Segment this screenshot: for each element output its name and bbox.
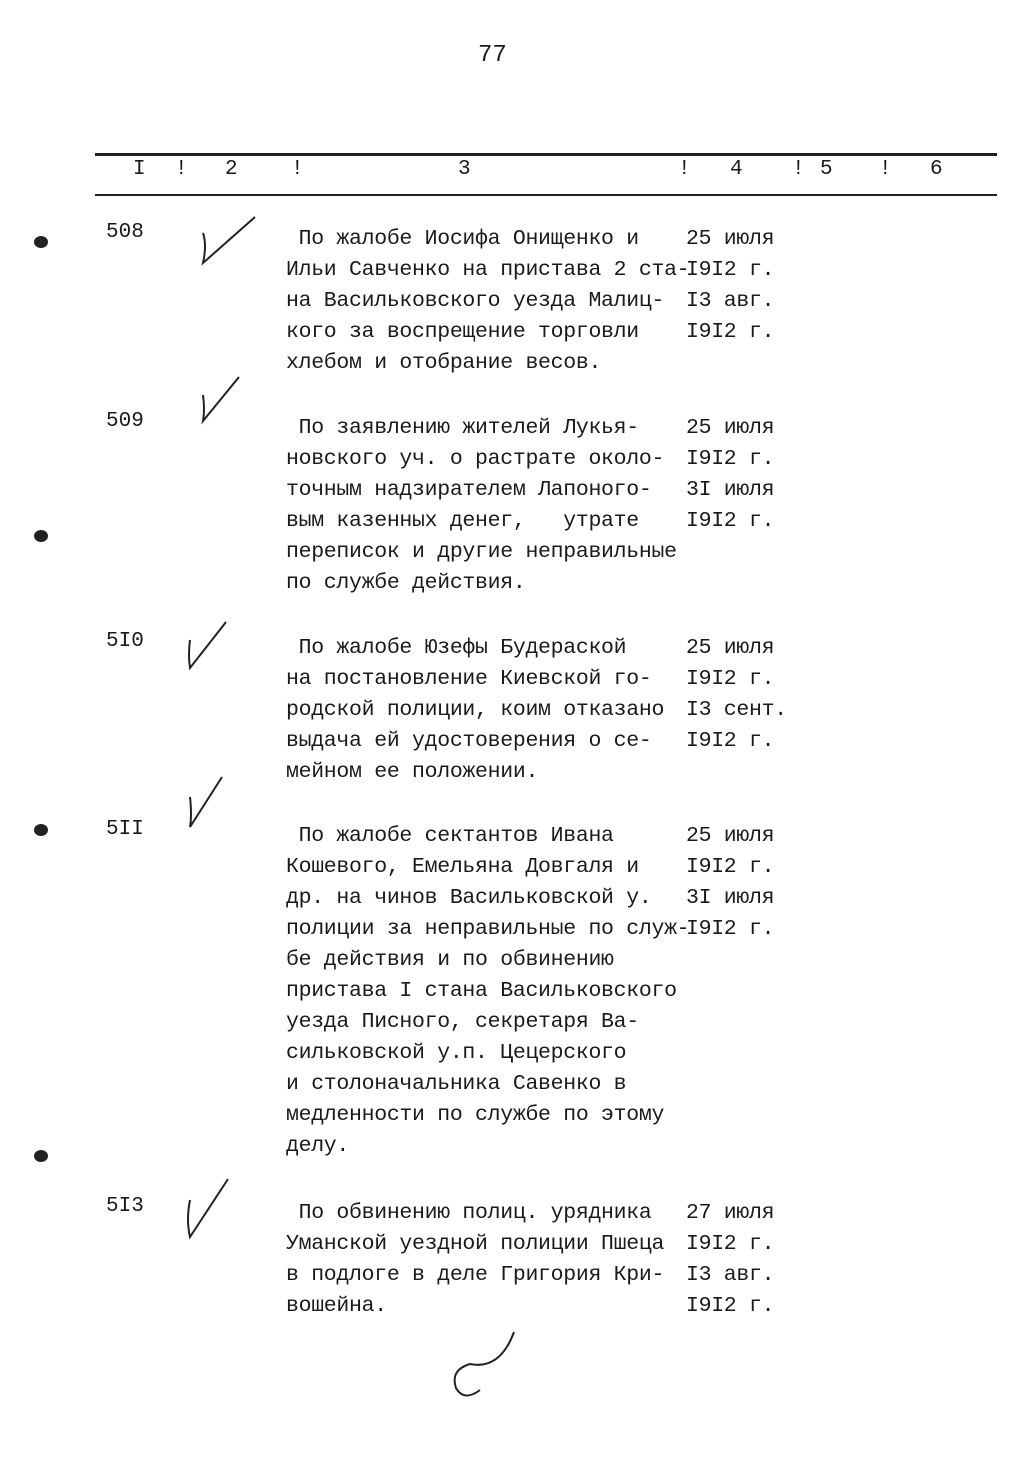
entry-description-line: в подлоге в деле Григория Кри-	[286, 1263, 665, 1287]
entry-description-line: на Васильковского уезда Малиц-	[286, 289, 665, 313]
entry-description-line: точным надзирателем Лапоного-	[286, 478, 652, 502]
entry-description-line: бе действия и по обвинению	[286, 948, 614, 972]
entry-description-line: вошейна.	[286, 1294, 387, 1318]
handwritten-checkmark-icon	[180, 775, 240, 835]
entry-description-line: Кошевого, Емельяна Довгаля и	[286, 855, 639, 879]
entry-date: I9I2 г.	[686, 447, 775, 471]
column-separator: !	[175, 158, 188, 181]
entry-number: 509	[106, 410, 144, 433]
punch-hole-mark	[34, 530, 48, 542]
entry-date: I3 авг.	[686, 1263, 775, 1287]
entry-date: I9I2 г.	[686, 258, 775, 282]
entry-description-line: По жалобе Иосифа Онищенко и	[286, 227, 639, 251]
entry-description-line: выдача ей удостоверения о се-	[286, 729, 652, 753]
entry-date: 3I июля	[686, 886, 775, 910]
header-top-rule	[95, 153, 997, 156]
entry-description-line: по службе действия.	[286, 571, 526, 595]
handwritten-signature-mark	[440, 1330, 530, 1410]
entry-description-line: переписок и другие неправильные	[286, 540, 677, 564]
entry-description-line: родской полиции, коим отказано	[286, 698, 665, 722]
entry-description-line: По жалобе сектантов Ивана	[286, 824, 614, 848]
handwritten-checkmark-icon	[180, 1175, 240, 1245]
handwritten-checkmark-icon	[195, 215, 265, 275]
column-header-1: I	[133, 158, 146, 181]
entry-description-line: кого за воспрещение торговли	[286, 320, 639, 344]
entry-description-line: По жалобе Юзефы Будераской	[286, 636, 627, 660]
entry-description-line: уезда Писного, секретаря Ва-	[286, 1010, 639, 1034]
entry-number: 5II	[106, 818, 144, 841]
column-header-5: 5	[820, 158, 833, 181]
entry-date: I3 авг.	[686, 289, 775, 313]
header-bottom-rule	[95, 194, 997, 196]
handwritten-checkmark-icon	[180, 620, 240, 680]
entry-date: 25 июля	[686, 636, 775, 660]
entry-date: I9I2 г.	[686, 1294, 775, 1318]
entry-description-line: медленности по службе по этому	[286, 1103, 665, 1127]
column-separator: !	[291, 158, 304, 181]
page-number: 77	[478, 42, 507, 69]
entry-date: I9I2 г.	[686, 1232, 775, 1256]
column-header-3: 3	[458, 158, 471, 181]
entry-description-line: др. на чинов Васильковской у.	[286, 886, 652, 910]
entry-date: 27 июля	[686, 1201, 775, 1225]
entry-description-line: новского уч. о растрате около-	[286, 447, 665, 471]
entry-description-line: мейном ее положении.	[286, 760, 539, 784]
entry-date: I3 сент.	[686, 698, 787, 722]
entry-description-line: пристава I стана Васильковского	[286, 979, 677, 1003]
entry-date: I9I2 г.	[686, 729, 775, 753]
entry-date: I9I2 г.	[686, 855, 775, 879]
entry-description-line: сильковской у.п. Цецерского	[286, 1041, 627, 1065]
entry-description-line: делу.	[286, 1134, 350, 1158]
entry-description-line: и столоначальника Савенко в	[286, 1072, 627, 1096]
entry-description-line: хлебом и отобрание весов.	[286, 351, 602, 375]
entry-description-line: Ильи Савченко на пристава 2 ста-	[286, 258, 690, 282]
entry-date: 25 июля	[686, 416, 775, 440]
entry-description-line: По обвинению полиц. урядника	[286, 1201, 652, 1225]
entry-date: I9I2 г.	[686, 320, 775, 344]
entry-date: I9I2 г.	[686, 509, 775, 533]
entry-description-line: Уманской уездной полиции Пшеца	[286, 1232, 665, 1256]
punch-hole-mark	[34, 236, 48, 248]
entry-date: 25 июля	[686, 227, 775, 251]
column-header-6: 6	[930, 158, 943, 181]
entry-date: 3I июля	[686, 478, 775, 502]
entry-description-line: на постановление Киевской го-	[286, 667, 652, 691]
entry-date: 25 июля	[686, 824, 775, 848]
punch-hole-mark	[34, 824, 48, 836]
column-header-2: 2	[225, 158, 238, 181]
entry-description-line: полиции за неправильные по служ-	[286, 917, 690, 941]
entry-number: 5I3	[106, 1195, 144, 1218]
punch-hole-mark	[34, 1150, 48, 1162]
entry-date: I9I2 г.	[686, 667, 775, 691]
entry-date: I9I2 г.	[686, 917, 775, 941]
column-separator: !	[678, 158, 691, 181]
column-separator: !	[792, 158, 805, 181]
entry-number: 508	[106, 221, 144, 244]
entry-number: 5I0	[106, 630, 144, 653]
entry-description-line: По заявлению жителей Лукья-	[286, 416, 639, 440]
handwritten-checkmark-icon	[195, 375, 265, 435]
entry-description-line: вым казенных денег, утрате	[286, 509, 639, 533]
column-header-4: 4	[730, 158, 743, 181]
column-separator: !	[879, 158, 892, 181]
